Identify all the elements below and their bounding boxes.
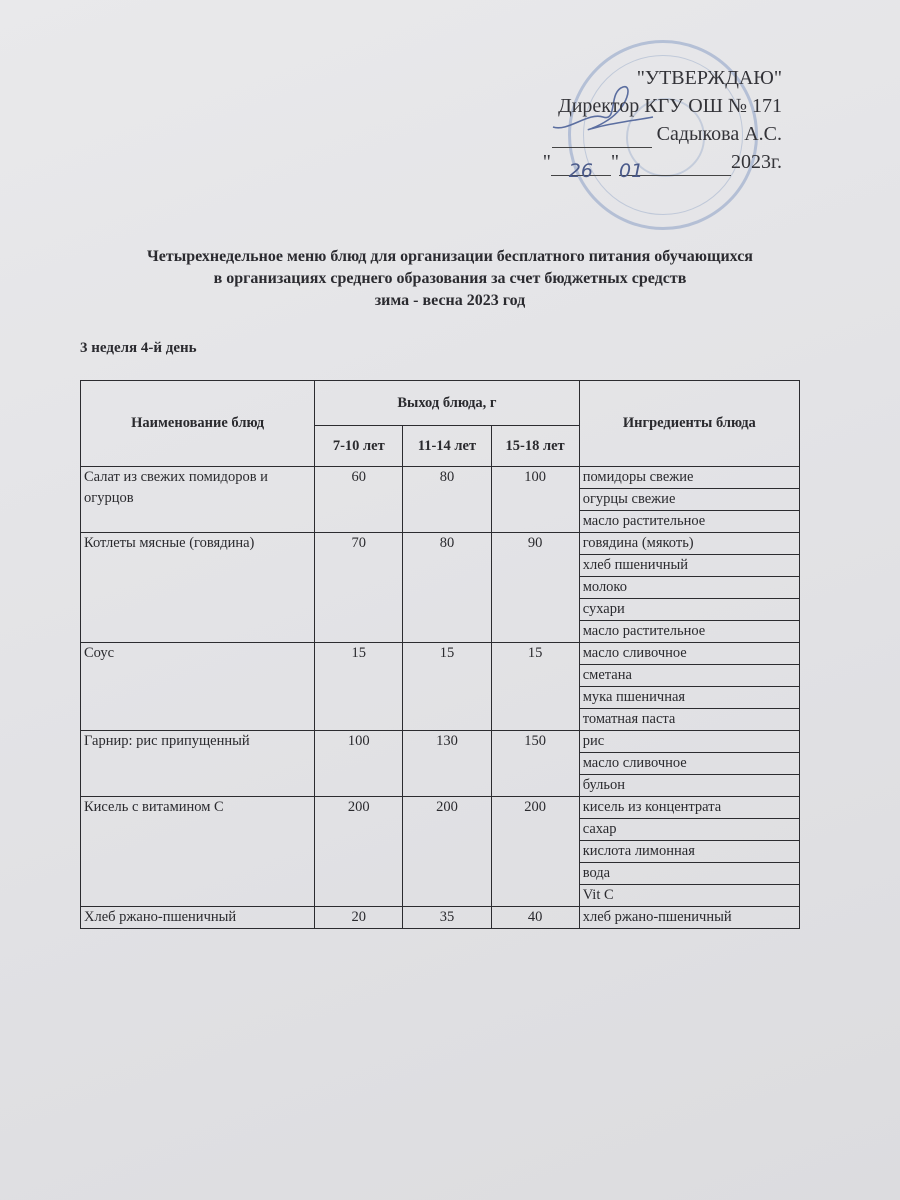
approval-signer-line	[543, 120, 782, 148]
dish-output-value: 200	[491, 797, 579, 907]
dish-output-value: 15	[403, 643, 491, 731]
dish-name: Салат из свежих помидоров и огурцов	[81, 467, 315, 533]
dish-output-value: 60	[315, 467, 403, 533]
dish-output-value: 70	[315, 533, 403, 643]
dish-output-value: 80	[403, 467, 491, 533]
dish-output-value: 100	[491, 467, 579, 533]
date-month: 01	[619, 160, 644, 182]
dish-name: Гарнир: рис припущенный	[81, 731, 315, 797]
dish-output-value: 90	[491, 533, 579, 643]
ingredient: огурцы свежие	[579, 489, 799, 511]
approval-block	[542, 64, 782, 182]
dish-output-value: 100	[315, 731, 403, 797]
title-line-3: зима - весна 2023 год	[374, 292, 526, 309]
ingredient: кисель из концентрата	[579, 797, 799, 819]
ingredient: помидоры свежие	[579, 467, 799, 489]
dish-output-value: 150	[491, 731, 579, 797]
ingredient: кислота лимонная	[579, 841, 799, 863]
ingredient: масло растительное	[579, 511, 799, 533]
approval-label: "УТВЕРЖДАЮ"	[636, 67, 782, 89]
header-age-11-14: 11-14 лет	[403, 426, 491, 467]
ingredient: масло сливочное	[579, 643, 799, 665]
ingredient: хлеб пшеничный	[579, 555, 799, 577]
ingredient: сухари	[579, 599, 799, 621]
ingredient: вода	[579, 863, 799, 885]
dish-name: Котлеты мясные (говядина)	[81, 533, 315, 643]
signature-line	[552, 129, 652, 148]
header-output: Выход блюда, г	[315, 381, 580, 426]
date-quote-open: "	[542, 151, 551, 173]
approval-date	[542, 148, 782, 182]
header-ingredients: Ингредиенты блюда	[579, 381, 799, 467]
ingredient: мука пшеничная	[579, 687, 799, 709]
dish-name: Кисель с витамином С	[81, 797, 315, 907]
table-row	[81, 467, 800, 489]
table-row	[81, 731, 800, 753]
dish-name: Соус	[81, 643, 315, 731]
date-day: 26	[568, 160, 593, 182]
dish-output-value: 200	[315, 797, 403, 907]
dish-output-value: 200	[403, 797, 491, 907]
approval-position: Директор КГУ ОШ № 171	[558, 95, 782, 117]
date-year: 2023г.	[731, 151, 782, 173]
approval-name: Садыкова А.С.	[656, 123, 782, 145]
ingredient: томатная паста	[579, 709, 799, 731]
header-dish-name: Наименование блюд	[81, 381, 315, 467]
dish-output-value: 130	[403, 731, 491, 797]
document-title	[70, 246, 830, 312]
week-day-label: 3 неделя 4-й день	[80, 340, 197, 356]
ingredient: сахар	[579, 819, 799, 841]
header-age-15-18: 15-18 лет	[491, 426, 579, 467]
table-row	[81, 907, 800, 929]
date-quote-close: "	[610, 151, 620, 173]
dish-output-value: 20	[315, 907, 403, 929]
dish-output-value: 40	[491, 907, 579, 929]
menu-table	[80, 380, 800, 929]
dish-output-value: 80	[403, 533, 491, 643]
ingredient: молоко	[579, 577, 799, 599]
table-row	[81, 533, 800, 555]
ingredient: говядина (мякоть)	[579, 533, 799, 555]
dish-name: Хлеб ржано-пшеничный	[81, 907, 315, 929]
ingredient: масло растительное	[579, 621, 799, 643]
table-row	[81, 797, 800, 819]
dish-output-value: 15	[491, 643, 579, 731]
table-row	[81, 643, 800, 665]
ingredient: сметана	[579, 665, 799, 687]
ingredient: хлеб ржано-пшеничный	[579, 907, 799, 929]
ingredient: бульон	[579, 775, 799, 797]
ingredient: рис	[579, 731, 799, 753]
dish-output-value: 35	[403, 907, 491, 929]
ingredient: масло сливочное	[579, 753, 799, 775]
header-age-7-10: 7-10 лет	[315, 426, 403, 467]
title-line-2: в организациях среднего образования за счет бюджетных средств	[213, 270, 687, 287]
dish-output-value: 15	[315, 643, 403, 731]
title-line-1: Четырехнедельное меню блюд для организации бесплатного питания обучающихся	[147, 248, 753, 265]
ingredient: Vit C	[579, 885, 799, 907]
